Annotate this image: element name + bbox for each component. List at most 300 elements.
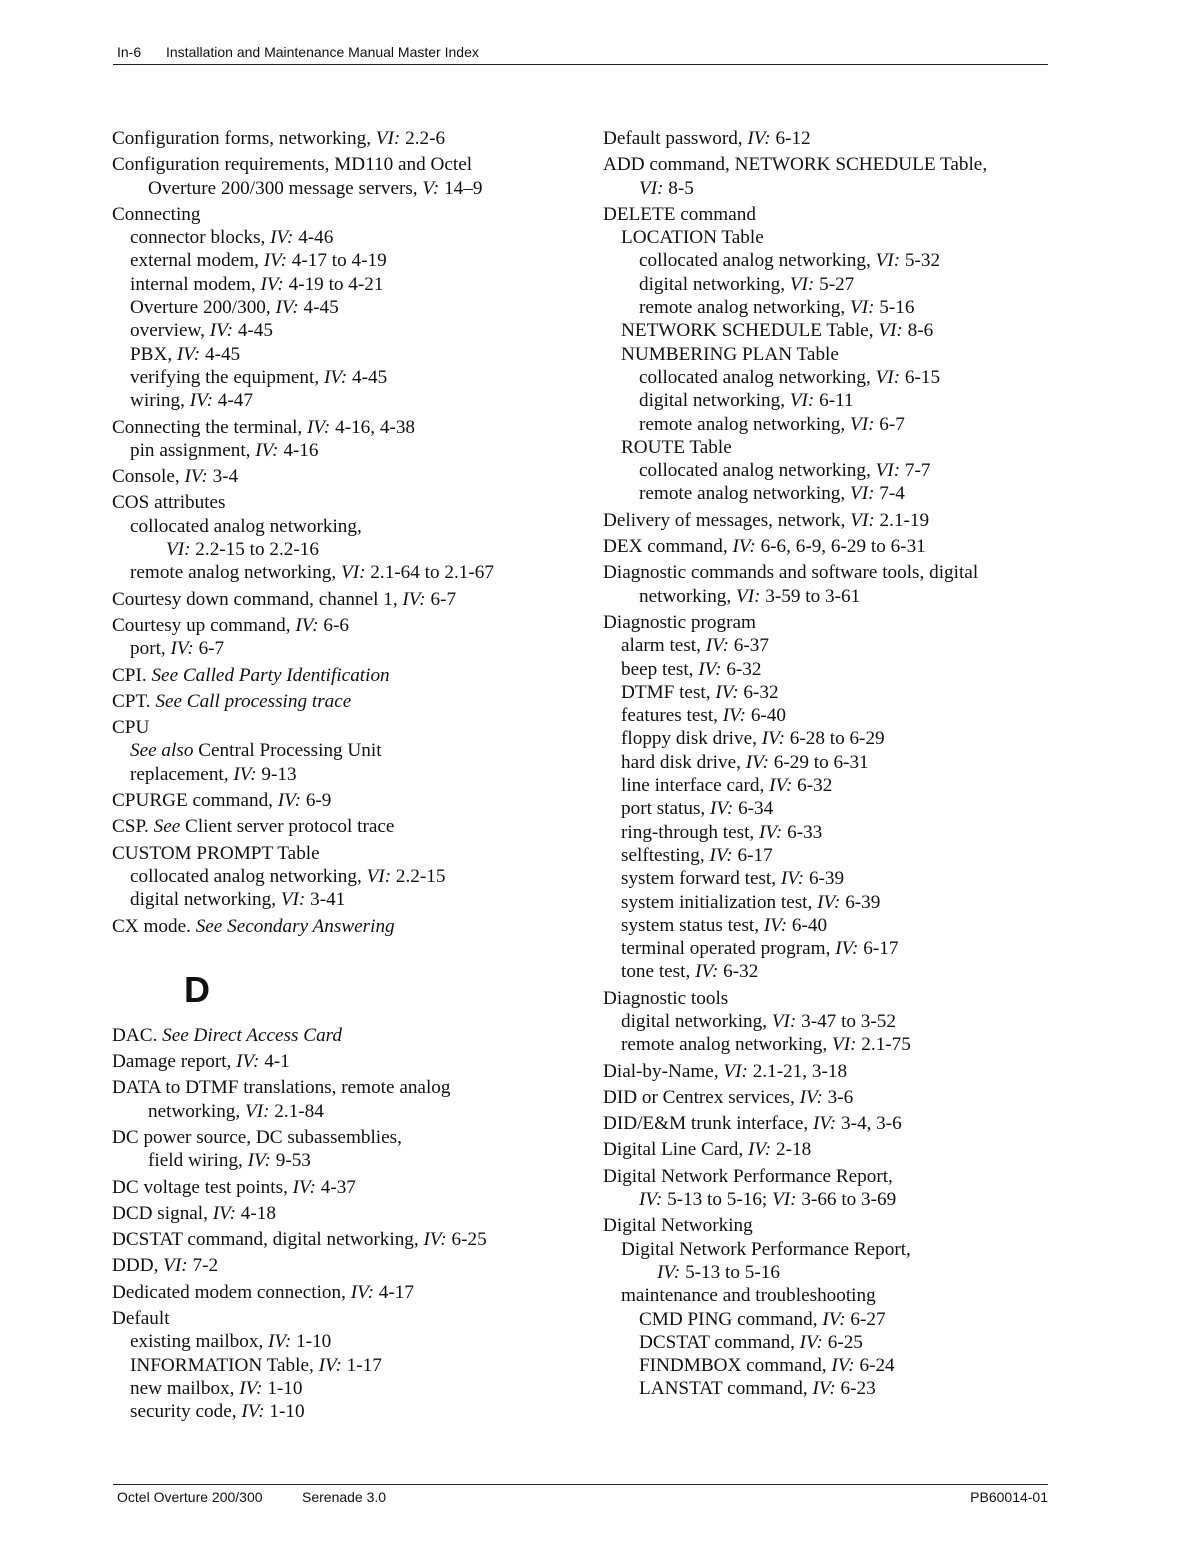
index-entry: [603, 1112, 1043, 1135]
volume-ref: IV:: [657, 1261, 681, 1283]
entry-line: [112, 716, 572, 739]
entry-line: [112, 789, 572, 812]
entry-line: [603, 797, 1043, 820]
volume-ref: IV:: [722, 705, 747, 727]
entry-line: [112, 1202, 572, 1225]
index-entry: [603, 704, 1043, 727]
entry-line: [112, 1176, 572, 1199]
entry-line: [603, 1112, 1043, 1135]
volume-ref: IV:: [747, 1139, 772, 1161]
volume-ref: VI:: [850, 297, 875, 319]
entry-line: [112, 319, 572, 342]
page-ref: 6-37: [733, 635, 769, 657]
index-entry: [112, 416, 572, 439]
entry-term: Configuration forms, networking,: [112, 128, 371, 149]
entry-line: [603, 389, 1043, 412]
page-ref: 6-39: [845, 891, 881, 913]
index-entry: [603, 482, 1043, 505]
index-entry: [112, 226, 572, 249]
entry-line: [112, 1330, 572, 1353]
page-ref: 7-2: [192, 1255, 219, 1277]
index-entry: [603, 658, 1043, 681]
index-entry: [112, 588, 572, 611]
entry-line: [603, 1086, 1043, 1109]
page-ref: 6-32: [726, 658, 762, 680]
index-entry: [112, 1024, 572, 1047]
entry-line: [603, 704, 1043, 727]
volume-ref: IV:: [255, 439, 279, 461]
volume-ref: VI:: [850, 509, 875, 531]
entry-line: [112, 127, 572, 150]
entry-term: Courtesy up command,: [112, 614, 291, 636]
entry-line: [603, 844, 1043, 867]
volume-ref: IV:: [176, 343, 201, 365]
entry-term: line interface card,: [621, 775, 765, 797]
volume-ref: IV:: [209, 320, 234, 342]
entry-term: CMD PING command,: [639, 1308, 818, 1330]
entry-continuation: [112, 1100, 572, 1123]
entry-term: CX mode.: [112, 915, 191, 937]
entry-term: NUMBERING PLAN Table: [621, 343, 839, 365]
volume-ref: IV:: [769, 775, 793, 797]
index-entry: [112, 1354, 572, 1377]
entry-line: [112, 1228, 572, 1251]
entry-term: system initialization test,: [621, 891, 813, 913]
index-entry: [603, 1033, 1043, 1056]
index-entry: [603, 987, 1043, 1010]
entry-term: ring-through test,: [621, 821, 755, 843]
entry-term: Damage report,: [112, 1051, 232, 1073]
volume-ref: IV:: [695, 961, 719, 983]
entry-continuation: [112, 538, 572, 561]
volume-ref: IV:: [189, 390, 213, 412]
entry-line: [112, 273, 572, 296]
volume-ref: VI:: [850, 413, 875, 435]
entry-line: [112, 690, 572, 713]
index-entry: [603, 844, 1043, 867]
index-entry: [603, 1010, 1043, 1033]
volume-ref: IV:: [799, 1086, 823, 1108]
entry-line: [112, 865, 572, 888]
entry-term: external modem,: [130, 250, 259, 272]
entry-term: replacement,: [130, 763, 229, 785]
entry-term: Connecting the terminal,: [112, 416, 303, 438]
entry-term: DDD,: [112, 1255, 159, 1277]
entry-continuation: [603, 585, 1043, 608]
volume-ref: IV:: [233, 763, 257, 785]
page-ref: 1-10: [267, 1377, 303, 1399]
entry-continuation: [603, 1261, 1043, 1284]
volume-ref: IV:: [761, 728, 785, 750]
entry-term: maintenance and troubleshooting: [621, 1285, 876, 1307]
entry-term: FINDMBOX command,: [639, 1355, 827, 1377]
entry-continuation: [603, 1188, 1043, 1211]
index-entry: [603, 937, 1043, 960]
entry-line: [112, 416, 572, 439]
volume-ref: VI:: [850, 483, 875, 505]
volume-ref: IV:: [698, 658, 722, 680]
entry-line: [112, 1307, 572, 1330]
volume-ref: IV:: [817, 891, 841, 913]
entry-term: INFORMATION Table,: [130, 1354, 314, 1376]
entry-line: [112, 389, 572, 412]
entry-term: digital networking,: [130, 889, 277, 911]
entry-term: digital networking,: [639, 390, 786, 412]
volume-ref: VI:: [723, 1060, 748, 1082]
page-ref: 6-27: [850, 1308, 886, 1330]
entry-term: features test,: [621, 705, 718, 727]
volume-ref: IV:: [184, 466, 208, 488]
entry-term: DID or Centrex services,: [603, 1086, 795, 1108]
page-ref: 4-17 to 4-19: [291, 250, 387, 272]
see-ref: See Call processing trace: [155, 690, 352, 712]
index-entry: [603, 509, 1043, 532]
page-ref: 6-9: [305, 790, 332, 812]
entry-line: [603, 561, 1043, 584]
entry-line: [112, 1354, 572, 1377]
entry-term: CSP.: [112, 816, 149, 838]
volume-ref: VI:: [832, 1034, 857, 1056]
index-entry: [112, 614, 572, 637]
page-ref: 4-17: [378, 1281, 414, 1303]
index-entry: [603, 1165, 1043, 1212]
entry-line: [603, 1060, 1043, 1083]
entry-line: [112, 1400, 572, 1423]
entry-term: tone test,: [621, 961, 691, 983]
index-entry: [603, 1060, 1043, 1083]
entry-line: [603, 611, 1043, 634]
page-ref: 7-4: [879, 483, 905, 505]
index-entry: [603, 389, 1043, 412]
entry-term: Diagnostic commands and software tools, digital: [603, 562, 979, 584]
volume-ref: VI:: [771, 1010, 797, 1032]
page-ref: 6-24: [859, 1355, 895, 1377]
index-entry: [112, 1176, 572, 1199]
volume-ref: IV:: [423, 1229, 447, 1251]
entry-term: system forward test,: [621, 868, 777, 890]
index-entry: [603, 960, 1043, 983]
index-entry: [112, 296, 572, 319]
index-entry: [603, 891, 1043, 914]
entry-term: CPI.: [112, 664, 147, 686]
entry-line: [112, 1076, 572, 1099]
entry-line: [112, 249, 572, 272]
volume-ref: IV:: [780, 868, 805, 890]
entry-line: [603, 658, 1043, 681]
page-ref: 9-53: [275, 1150, 311, 1172]
entry-term: DCSTAT command, digital networking,: [112, 1229, 419, 1251]
entry-line: [603, 751, 1043, 774]
volume-ref: IV:: [277, 790, 302, 812]
entry-term: DAC.: [112, 1024, 158, 1046]
index-entry: [603, 561, 1043, 608]
footer-release: Serenade 3.0: [302, 1489, 387, 1505]
see-ref: See Direct Access Card: [162, 1024, 343, 1046]
index-entry: [112, 763, 572, 786]
index-entry: [112, 1281, 572, 1304]
index-entry: [603, 611, 1043, 634]
index-entry: [603, 436, 1043, 459]
page-ref: 3-6: [827, 1086, 854, 1108]
entry-term: Delivery of messages, network,: [603, 509, 846, 531]
volume-ref: IV:: [292, 1176, 316, 1198]
entry-line: [112, 1024, 572, 1047]
entry-term: COS attributes: [112, 492, 226, 514]
volume-ref: IV:: [270, 227, 294, 249]
volume-ref: V:: [422, 177, 440, 199]
page-ref: 6-6, 6-9, 6-29 to 6-31: [760, 536, 926, 558]
entry-term: port status,: [621, 798, 706, 820]
index-column-right: [603, 124, 1043, 1401]
entry-term: Dial-by-Name,: [603, 1060, 719, 1082]
index-entry: [112, 888, 572, 911]
entry-line: [603, 960, 1043, 983]
page-ref: 3-4, 3-6: [841, 1113, 902, 1135]
entry-term: CPURGE command,: [112, 790, 273, 812]
entry-line: [112, 1126, 572, 1149]
entry-line: [112, 226, 572, 249]
volume-ref: IV:: [260, 273, 284, 295]
entry-term: Central Processing Unit: [198, 740, 382, 762]
volume-ref: IV:: [639, 1189, 663, 1211]
index-entry: [112, 465, 572, 488]
page-ref: 2.2-6: [405, 128, 446, 149]
volume-ref: VI:: [875, 460, 901, 482]
index-entry: [112, 716, 572, 739]
entry-term: LANSTAT command,: [639, 1378, 808, 1400]
entry-line: [603, 727, 1043, 750]
index-entry: [112, 1400, 572, 1423]
volume-ref: IV:: [241, 1401, 265, 1423]
index-entry: [603, 1284, 1043, 1307]
entry-line: [603, 203, 1043, 226]
entry-line: [603, 226, 1043, 249]
volume-ref: IV:: [710, 798, 734, 820]
entry-term: terminal operated program,: [621, 938, 831, 960]
volume-ref: IV:: [350, 1281, 374, 1303]
entry-line: [603, 436, 1043, 459]
index-entry: [603, 153, 1043, 200]
index-entry: [603, 681, 1043, 704]
see-ref: See Called Party Identification: [151, 664, 390, 686]
entry-line: [112, 203, 572, 226]
entry-line: [112, 637, 572, 660]
entry-term: overview,: [130, 320, 205, 342]
entry-line: [112, 366, 572, 389]
entry-term: alarm test,: [621, 635, 701, 657]
page-ref: 5-16: [879, 297, 915, 319]
entry-line: [603, 343, 1043, 366]
entry-term: digital networking,: [621, 1010, 768, 1032]
entry-line: [603, 987, 1043, 1010]
page-ref: 6-40: [750, 705, 786, 727]
page-ref: 6-32: [723, 961, 759, 983]
volume-ref: VI:: [375, 128, 401, 149]
volume-ref: IV:: [239, 1377, 263, 1399]
index-entry: [603, 1354, 1043, 1377]
index-entry: [603, 797, 1043, 820]
page-ref: 4-45: [237, 320, 273, 342]
entry-term: remote analog networking,: [639, 413, 846, 435]
entry-line: [112, 343, 572, 366]
page-ref: 8-5: [668, 177, 694, 199]
index-entry: [603, 634, 1043, 657]
entry-term: NETWORK SCHEDULE Table,: [621, 320, 874, 342]
entry-continuation: [112, 1149, 572, 1172]
index-entry: [603, 1214, 1043, 1237]
see-target: Client server protocol trace: [185, 816, 395, 838]
page-ref: 6-7: [430, 588, 457, 610]
index-entry: [112, 273, 572, 296]
index-entry: [112, 439, 572, 462]
page-header: [113, 44, 1048, 65]
page-ref: 3-4: [212, 466, 239, 488]
entry-line: [112, 491, 572, 514]
entry-term: remote analog networking,: [639, 297, 846, 319]
volume-ref: VI:: [163, 1255, 188, 1277]
page-ref: 4-45: [204, 343, 241, 365]
entry-line: [603, 482, 1043, 505]
page-ref: 2.1-21, 3-18: [752, 1060, 848, 1082]
index-entry: [603, 459, 1043, 482]
page-ref: 6-34: [738, 798, 774, 820]
index-entry: [112, 1202, 572, 1225]
entry-line: [112, 153, 572, 176]
see-ref: See Secondary Answering: [195, 915, 395, 937]
index-entry: [603, 914, 1043, 937]
entry-term: ADD command, NETWORK SCHEDULE Table,: [603, 154, 988, 176]
entry-line: [112, 915, 572, 938]
volume-ref: VI:: [875, 366, 901, 388]
entry-line: [603, 867, 1043, 890]
entry-line: [603, 1214, 1043, 1237]
entry-term: CUSTOM PROMPT Table: [112, 842, 320, 864]
entry-term: remote analog networking,: [130, 562, 337, 584]
index-entry: [603, 727, 1043, 750]
index-entry: [112, 842, 572, 865]
entry-term: Digital Networking: [603, 1215, 753, 1237]
volume-ref: IV:: [747, 128, 771, 149]
entry-term: Configuration requirements, MD110 and Octel: [112, 154, 473, 176]
volume-ref: VI:: [280, 889, 306, 911]
entry-term: CPT.: [112, 690, 151, 712]
page-ref: 4-18: [240, 1202, 276, 1224]
entry-line: [603, 1331, 1043, 1354]
page-footer: [113, 1484, 1048, 1509]
entry-term: wiring,: [130, 390, 185, 412]
entry-term: selftesting,: [621, 844, 705, 866]
volume-ref: VI:: [736, 585, 761, 607]
volume-ref: IV:: [268, 1331, 292, 1353]
index-entry: [603, 203, 1043, 226]
volume-ref: VI:: [875, 250, 901, 272]
index-entry: [603, 751, 1043, 774]
volume-ref: IV:: [812, 1113, 837, 1135]
index-entry: [112, 1228, 572, 1251]
index-entry: [112, 1307, 572, 1330]
entry-line: [112, 561, 572, 584]
volume-ref: IV:: [763, 914, 788, 936]
entry-line: [112, 739, 572, 762]
page-ref: 6-39: [808, 868, 845, 890]
page-ref: 4-47: [217, 390, 253, 412]
page-ref: 2.1-19: [879, 509, 930, 531]
entry-term: internal modem,: [130, 273, 256, 295]
volume-ref: IV:: [759, 821, 783, 843]
index-entry: [603, 1138, 1043, 1161]
page-ref: 3-59 to 3-61: [765, 585, 861, 607]
section-letter: D: [184, 968, 210, 1010]
volume-ref: IV:: [263, 250, 287, 272]
page-ref: 2.1-84: [274, 1100, 324, 1122]
entry-term: collocated analog networking,: [130, 865, 362, 887]
entry-term: existing mailbox,: [130, 1331, 264, 1353]
index-entry: [603, 1086, 1043, 1109]
entry-term: DCSTAT command,: [639, 1331, 795, 1353]
entry-term: Connecting: [112, 203, 201, 225]
entry-line: [603, 296, 1043, 319]
page-ref: 4-16: [283, 439, 319, 461]
page-ref: 5-27: [819, 273, 855, 295]
entry-term: DID/E&M trunk interface,: [603, 1113, 809, 1135]
entry-term: security code,: [130, 1401, 237, 1423]
entry-line: [603, 937, 1043, 960]
volume-ref: IV:: [705, 635, 729, 657]
page-ref: 5-13 to 5-16: [685, 1261, 780, 1283]
entry-term: collocated analog networking,: [639, 366, 871, 388]
entry-term: DATA to DTMF translations, remote analog: [112, 1077, 451, 1099]
index-entry: [112, 1377, 572, 1400]
see-also-ref: See also: [130, 740, 194, 762]
entry-term: remote analog networking,: [621, 1034, 828, 1056]
entry-line: [112, 1281, 572, 1304]
page-ref: 6-32: [797, 775, 833, 797]
volume-ref: IV:: [799, 1331, 823, 1353]
entry-line: [112, 614, 572, 637]
page-ref: 2.1-75: [861, 1034, 911, 1056]
index-entry: [112, 915, 572, 938]
index-entry: [112, 319, 572, 342]
entry-line: [112, 1254, 572, 1277]
page-ref: 2.2-15: [395, 865, 446, 887]
page-ref: 6-7: [198, 638, 225, 660]
index-entry: [603, 366, 1043, 389]
index-entry: [112, 491, 572, 514]
page-ref: 6-17: [737, 844, 773, 866]
volume-ref: VI:: [166, 539, 191, 561]
footer-product: Octel Overture 200/300: [117, 1489, 263, 1505]
index-entry: [112, 1254, 572, 1277]
see-ref: See: [153, 816, 181, 838]
entry-line: [603, 1010, 1043, 1033]
index-entry: [112, 1330, 572, 1353]
page-ref: 5-32: [904, 250, 941, 272]
entry-line: [603, 681, 1043, 704]
volume-ref: VI:: [878, 320, 903, 342]
entry-line: [603, 1354, 1043, 1377]
volume-ref: VI:: [639, 177, 664, 199]
entry-term: collocated analog networking,: [639, 250, 871, 272]
page-ref: 6-40: [791, 914, 828, 936]
page-ref: 6-23: [840, 1378, 876, 1400]
entry-term: DC power source, DC subassemblies,: [112, 1126, 402, 1148]
page-ref: 3-66 to 3-69: [801, 1189, 897, 1211]
entry-line: [112, 763, 572, 786]
page-ref: 6-15: [904, 366, 941, 388]
volume-ref: IV:: [295, 614, 319, 636]
entry-term: DCD signal,: [112, 1202, 208, 1224]
entry-term: system status test,: [621, 914, 760, 936]
